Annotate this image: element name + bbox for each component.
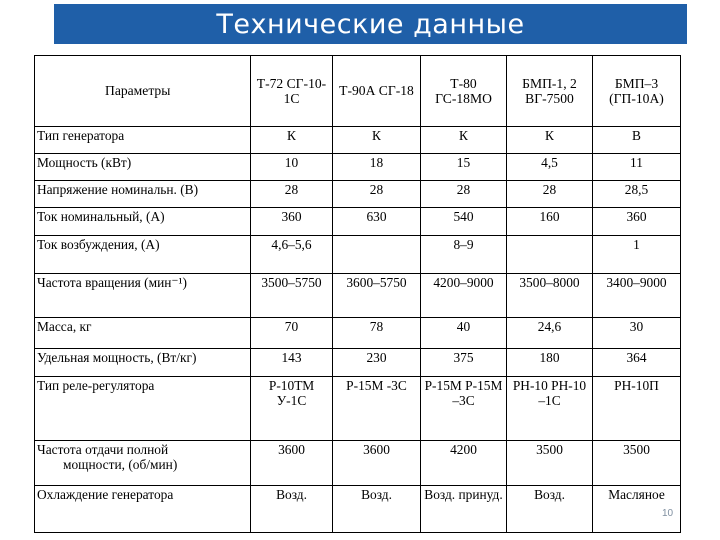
header-parameter: Параметры <box>35 56 251 127</box>
cell: В <box>593 126 681 153</box>
cell: К <box>507 126 593 153</box>
cell: 1 <box>593 236 681 273</box>
header-model: Т-80 ГС-18МО <box>421 56 507 127</box>
page-number: 10 <box>662 508 674 519</box>
row-label <box>35 441 251 486</box>
table-row <box>35 318 681 348</box>
row-label: Масса, кг <box>35 318 251 348</box>
row-label: Ток возбуждения, (А) <box>35 236 251 273</box>
cell: 230 <box>333 348 421 376</box>
table-row <box>35 348 681 376</box>
table-row <box>35 441 681 486</box>
cell: К <box>251 126 333 153</box>
header-model: БМП-1, 2 ВГ-7500 <box>507 56 593 127</box>
row-label: Охлаждение генератора <box>35 486 251 533</box>
cell: 3600–5750 <box>333 273 421 318</box>
cell: 30 <box>593 318 681 348</box>
cell: Возд. <box>251 486 333 533</box>
cell: 3400–9000 <box>593 273 681 318</box>
cell: 70 <box>251 318 333 348</box>
header-model: Т-72 СГ-10-1С <box>251 56 333 127</box>
cell: 78 <box>333 318 421 348</box>
cell: 24,6 <box>507 318 593 348</box>
cell: 11 <box>593 153 681 180</box>
table-row <box>35 376 681 441</box>
table-row <box>35 126 681 153</box>
cell: 160 <box>507 208 593 236</box>
cell <box>507 236 593 273</box>
cell: РН-10 РН-10 –1С <box>507 376 593 441</box>
cell: 10 <box>251 153 333 180</box>
cell: 540 <box>421 208 507 236</box>
cell: 375 <box>421 348 507 376</box>
cell: 3500 <box>593 441 681 486</box>
row-label: Мощность (кВт) <box>35 153 251 180</box>
cell: 364 <box>593 348 681 376</box>
table-row <box>35 486 681 533</box>
cell: 18 <box>333 153 421 180</box>
cell: 4200–9000 <box>421 273 507 318</box>
cell: К <box>421 126 507 153</box>
cell: 28 <box>251 180 333 207</box>
table-row <box>35 153 681 180</box>
row-label: Ток номинальный, (А) <box>35 208 251 236</box>
cell: Р-15М Р-15М –3С <box>421 376 507 441</box>
row-label-line: мощности, (об/мин) <box>63 457 178 473</box>
cell: 28,5 <box>593 180 681 207</box>
title-bar <box>54 4 687 44</box>
cell: 28 <box>333 180 421 207</box>
cell <box>333 236 421 273</box>
row-label: Тип генератора <box>35 126 251 153</box>
cell: 143 <box>251 348 333 376</box>
cell: 3600 <box>251 441 333 486</box>
table-row <box>35 236 681 273</box>
cell: 40 <box>421 318 507 348</box>
cell: 28 <box>421 180 507 207</box>
cell: 3500–5750 <box>251 273 333 318</box>
cell: 3500–8000 <box>507 273 593 318</box>
cell: 4,5 <box>507 153 593 180</box>
cell: 360 <box>593 208 681 236</box>
header-row <box>35 56 681 127</box>
cell: Возд. <box>507 486 593 533</box>
cell: 3600 <box>333 441 421 486</box>
row-label: Напряжение номинальн. (В) <box>35 180 251 207</box>
header-model: Т-90А СГ-18 <box>333 56 421 127</box>
cell: 4200 <box>421 441 507 486</box>
cell: Р-15М -3С <box>333 376 421 441</box>
table-row <box>35 180 681 207</box>
cell: Возд. принуд. <box>421 486 507 533</box>
row-label: Удельная мощность, (Вт/кг) <box>35 348 251 376</box>
table-row <box>35 273 681 318</box>
cell: 360 <box>251 208 333 236</box>
header-model: БМП–3 (ГП-10А) <box>593 56 681 127</box>
cell: 4,6–5,6 <box>251 236 333 273</box>
cell: Р-10ТМ У-1С <box>251 376 333 441</box>
specs-table <box>34 55 681 533</box>
cell: 630 <box>333 208 421 236</box>
cell: 3500 <box>507 441 593 486</box>
row-label: Частота вращения (мин⁻¹) <box>35 273 251 318</box>
cell: 15 <box>421 153 507 180</box>
cell: 8–9 <box>421 236 507 273</box>
slide-title: Технические данные <box>216 8 525 40</box>
table-row <box>35 208 681 236</box>
row-label-line: Частота отдачи полной <box>37 442 169 458</box>
cell: Возд. <box>333 486 421 533</box>
cell: Масляное <box>593 486 681 533</box>
cell: 28 <box>507 180 593 207</box>
cell: 180 <box>507 348 593 376</box>
row-label: Тип реле-регулятора <box>35 376 251 441</box>
cell: К <box>333 126 421 153</box>
cell: РН-10П <box>593 376 681 441</box>
